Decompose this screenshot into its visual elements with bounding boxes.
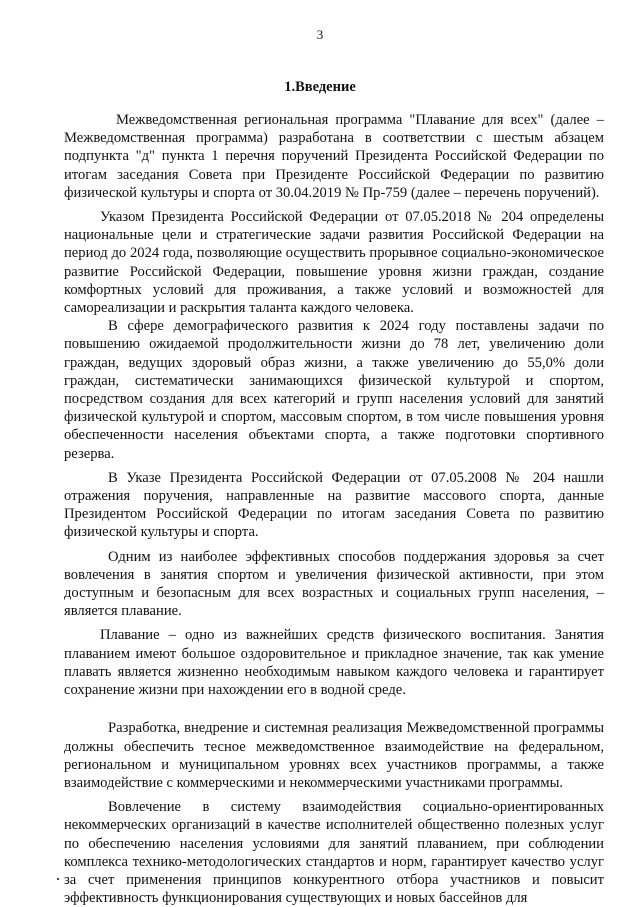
paragraph-swimming-importance: Плавание – одно из важнейших средств физического воспитания. Занятия плаванием имеют большое оздоровительное и прикладное значение, так как умение плавать является жизненно необходимым навыком каждого человека и гарантирует сохранение жизни при нахождении его в водной среде.: [64, 627, 604, 699]
paragraph-presidential-decree: В Указе Президента Российской Федерации от 07.05.2008 № 204 нашли отражения поручения, направленные на развитие массового спорта, данные Президентом Российской Федерации по итогам заседания Совета по развитию физической культуры и спорта.: [64, 469, 604, 541]
paragraph-program-basis: Межведомственная региональная программа "Плавание для всех" (далее – Межведомственная программа) разработана в соответствии с шестым абзацем подпункта "д" пункта 1 перечня поручений Президента Российской Федерации по итогам заседания Совета при Президенте Российской Федерации по развитию физической культуры и спорта от 30.04.2019 № Пр-759 (далее – перечень поручений).: [64, 112, 604, 201]
document-body: [64, 111, 604, 907]
paragraph-nonprofit-involvement: Вовлечение в систему взаимодействия социально-ориентированных некоммерческих организаций в качестве исполнителей общественно полезных услуг по обеспечению населения условиями для занятий плаванием, при соблюдении комплекса технико-методологических стандартов и норм, гарантирует качество услуг за счет применения принципов конкурентного отбора участников и повысит эффективность функционирования существующих и новых бассейнов для: [64, 799, 604, 907]
section-heading: 1.Введение: [284, 79, 356, 95]
paragraph-demographic-goals: В сфере демографического развития к 2024 году поставлены задачи по повышению ожидаемой продолжительности жизни до 78 лет, увеличению доли граждан, ведущих здоровый образ жизни, а также увеличению до 55,0% доли граждан, систематически занимающихся физической культурой и спортом, посредством создания для всех категорий и групп населения условий для занятий физической культурой и спортом, массовым спортом, в том числе повышения уровня обеспеченности населения объектами спорта, а также подготовки спортивного резерва.: [64, 318, 604, 462]
paragraph-program-implementation: Разработка, внедрение и системная реализация Межведомственной программы должны обеспечить тесное межведомственное взаимодействие на федеральном, региональном и муниципальном уровнях всех участников программы, а также взаимодействие с коммерческими и некоммерческими участниками программы.: [64, 720, 604, 791]
paragraph-health-swimming: Одним из наиболее эффективных способов поддержания здоровья за счет вовлечения в занятия спортом и увеличения физической активности, при этом доступным и безопасным для всех возрастных и социальных групп населения, – является плавание.: [64, 548, 604, 620]
page-number: 3: [316, 27, 324, 42]
paragraph-national-goals: Указом Президента Российской Федерации от 07.05.2018 № 204 определены национальные цели и стратегические задачи развития Российской Федерации на период до 2024 года, позволяющие осуществить прорывное социально-экономическое развитие Российской Федерации, повышение уровня жизни граждан, создание комфортных условий для проживания, а также условий и возможностей для самореализации и раскрытия таланта каждого человека.: [64, 209, 604, 317]
scan-artifact: [57, 878, 59, 880]
